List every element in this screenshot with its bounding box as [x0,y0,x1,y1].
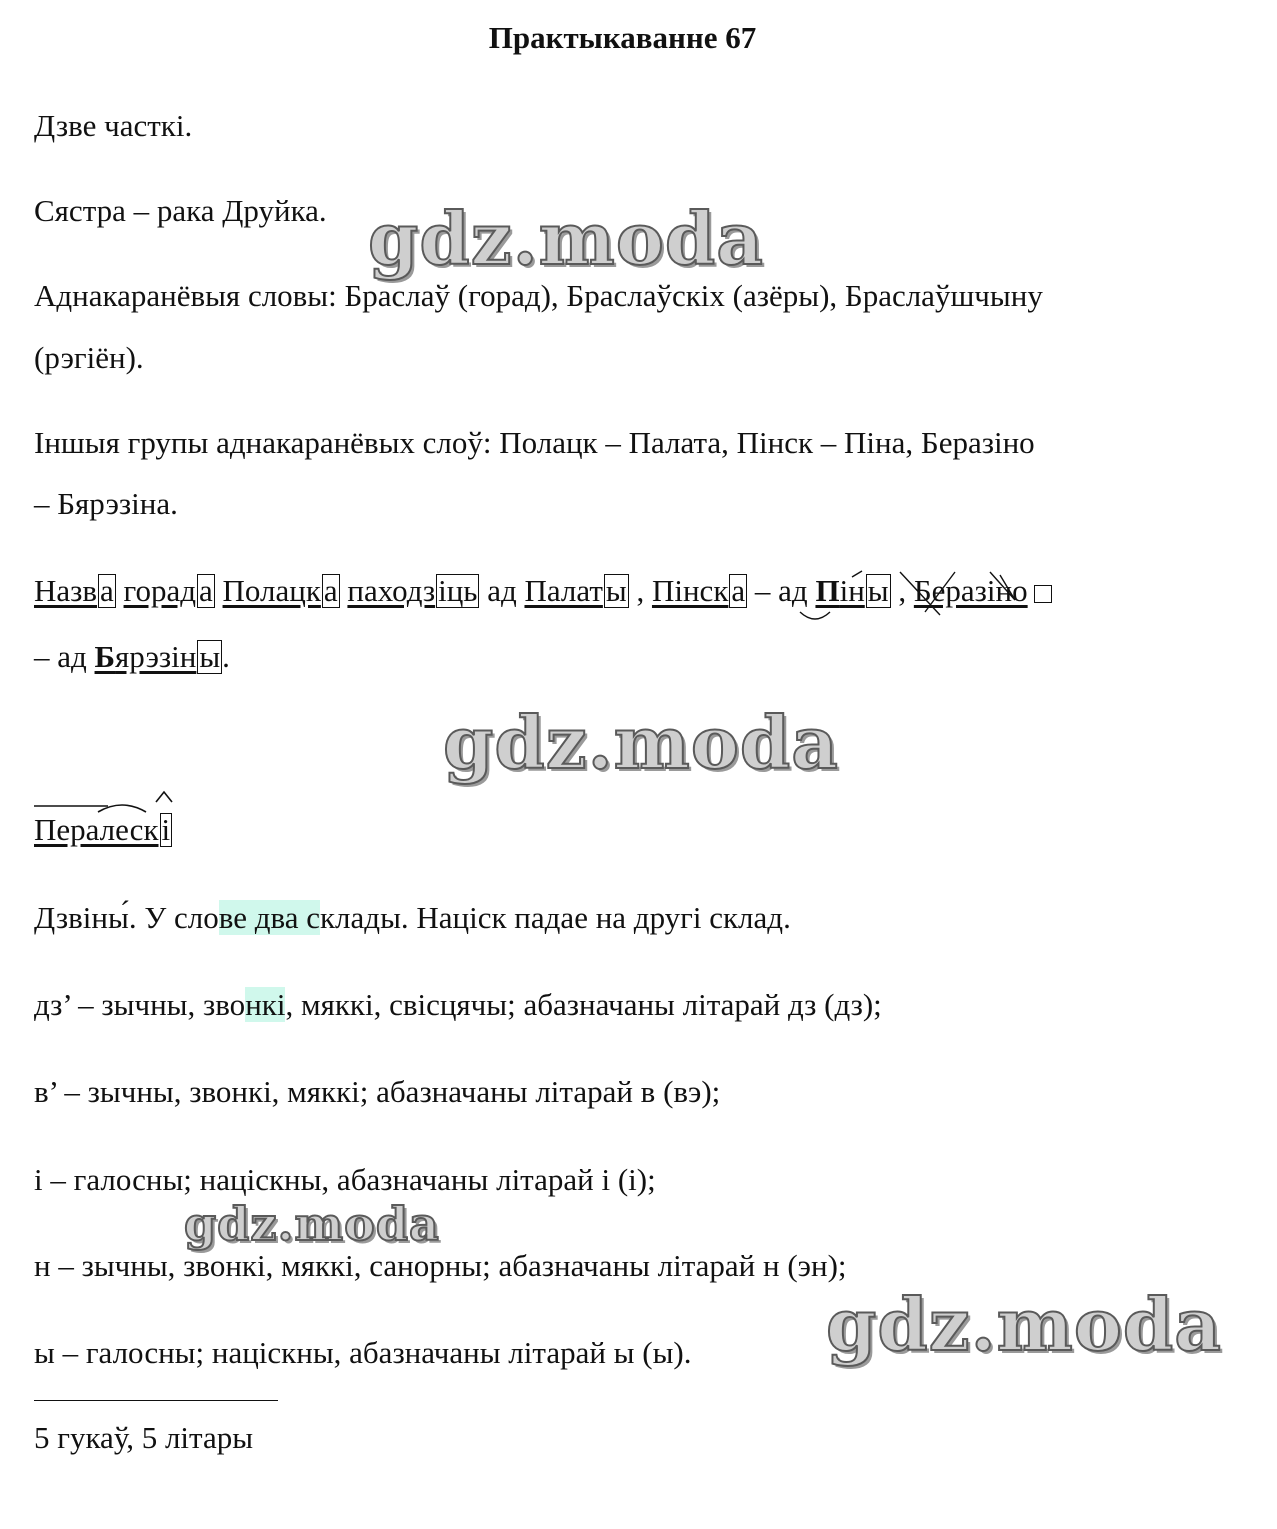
parsed-word-stem: Пералеск [34,812,159,847]
word-plain: ад [487,573,517,608]
paragraph-cognates-line1: Аднакаранёвыя словы: Браслаў (горад), Браслаўскіх (азёры), Браслаўшчыну [34,278,1043,313]
analysis-intro [34,898,791,938]
analysis-intro-text: Дзвіны́. У сло [34,900,219,935]
period: . [222,639,230,674]
parsed-word-ending: і [161,812,171,847]
highlighted-text: ве два с [218,900,320,935]
paragraph-groups-line1: Іншыя групы аднакаранёвых слоў: Полацк – Палата, Пінск – Піна, Беразіно [34,425,1035,460]
word-ending: ы [605,573,627,608]
word-stem: Беразіно [913,573,1028,608]
sound-letter-total: 5 гукаў, 5 літары [34,1420,254,1455]
word-ending: а [731,573,746,608]
word-stem: горад [123,573,197,608]
sound-text: , мяккі, свісцячы; абазначаны літарай дз (дз); [285,987,882,1022]
arc-mark [800,612,830,619]
sound-i: і – галосны; націскны, абазначаны літарай і (і); [34,1162,656,1197]
word-stem: Полацк [222,573,321,608]
paragraph-cognates-line2: (рэгіён). [34,340,144,375]
word-ending: а [199,573,213,608]
word-ending: а [100,573,114,608]
word-bold-letter: Б [94,639,116,674]
page-title: Практыкаванне 67 [488,20,757,55]
analysis-intro-text: клады. Націск падае на другі склад. [320,900,791,935]
word-plain: – ад [754,573,808,608]
parsed-word [34,810,172,850]
word-stem: Пінск [651,573,729,608]
watermark: gdz.moda [443,700,839,785]
watermark: gdz.moda [826,1282,1222,1367]
suffix-caret-mark [156,792,172,802]
divider [34,1400,278,1401]
word-stem: ярэзін [115,639,197,674]
word-stem: ін [839,573,865,608]
empty-ending-box [1034,585,1052,603]
paragraph-groups-line2: – Бярэзіна. [34,486,178,521]
paragraph-parts: Дзве часткі. [34,108,193,143]
sound-dz [34,985,882,1025]
watermark: gdz.moda [184,1197,440,1251]
sound-y: ы – галосны; націскны, абазначаны літарай ы (ы). [34,1335,692,1370]
word-ending: ы [867,573,889,608]
paragraph-sister: Сястра – рака Друйка. [34,193,327,228]
word-stem: паходз [347,573,436,608]
word-ending: ы [199,639,221,674]
watermark: gdz.moda [368,196,764,281]
word-stem: Палат [524,573,603,608]
sound-text: дз’ – зычны, зво [34,987,246,1022]
morpheme-sentence-line1: Назва горада Полацка паходзіць ад Палаты , Пінска – ад Піны , Беразіно [34,571,1052,611]
word-plain: – ад [34,639,87,674]
sound-n: н – зычны, звонкі, мяккі, санорны; абазначаны літарай н (эн); [34,1248,847,1283]
word-bold-letter: П [815,573,840,608]
word-ending: а [323,573,338,608]
word-stem: Назв [34,573,98,608]
word-ending: іць [438,573,478,608]
morpheme-sentence-line2 [34,637,230,677]
sound-v: в’ – зычны, звонкі, мяккі; абазначаны літарай в (вэ); [34,1074,721,1109]
highlighted-text: нкі [245,987,286,1022]
